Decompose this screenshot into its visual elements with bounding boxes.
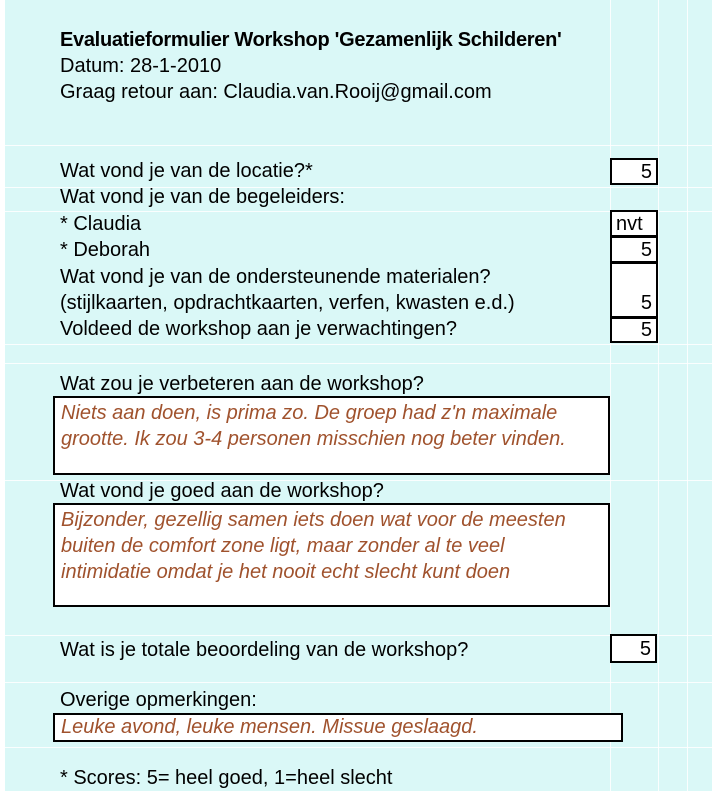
question-deborah: * Deborah xyxy=(60,239,151,261)
gridline xyxy=(5,344,712,345)
gridline xyxy=(5,145,712,146)
question-location: Wat vond je van de locatie?* xyxy=(60,160,313,182)
answer-line: Niets aan doen, is prima zo. De groep had z'n maximale xyxy=(61,402,558,424)
answer-box-remarks[interactable] xyxy=(53,713,623,742)
question-liked: Wat vond je goed aan de workshop? xyxy=(60,480,384,502)
gridline xyxy=(5,635,712,636)
answer-line: grootte. Ik zou 3-4 personen misschien nog beter vinden. xyxy=(61,428,566,450)
score-cell-claudia[interactable]: nvt xyxy=(610,210,658,237)
gridline xyxy=(610,0,611,791)
question-materials-examples: (stijlkaarten, opdrachtkaarten, verfen, kwasten e.d.) xyxy=(60,292,515,314)
gridline xyxy=(658,0,659,791)
question-total: Wat is je totale beoordeling van de workshop? xyxy=(60,639,469,661)
score-cell-materials[interactable]: 5 xyxy=(610,262,658,318)
answer-box-improve[interactable] xyxy=(53,396,610,475)
question-facilitators: Wat vond je van de begeleiders: xyxy=(60,186,345,208)
score-cell-expectations[interactable]: 5 xyxy=(610,317,658,343)
score-cell-location[interactable]: 5 xyxy=(610,158,658,185)
form-title: Evaluatieformulier Workshop 'Gezamenlijk Schilderen' xyxy=(60,29,562,51)
question-remarks: Overige opmerkingen: xyxy=(60,689,257,711)
gridline xyxy=(5,363,712,364)
gridline xyxy=(5,747,712,748)
question-materials: Wat vond je van de ondersteunende materialen? xyxy=(60,266,491,288)
answer-line: Bijzonder, gezellig samen iets doen wat voor de meesten xyxy=(61,509,566,531)
answer-line: buiten de comfort zone ligt, maar zonder al te veel xyxy=(61,535,505,557)
score-cell-deborah[interactable]: 5 xyxy=(610,236,658,263)
return-email-line: Graag retour aan: Claudia.van.Rooij@gmail.com xyxy=(60,81,492,103)
question-improve: Wat zou je verbeteren aan de workshop? xyxy=(60,373,424,395)
question-expectations: Voldeed de workshop aan je verwachtingen? xyxy=(60,318,457,340)
scores-footnote: * Scores: 5= heel goed, 1=heel slecht xyxy=(60,767,393,789)
score-cell-total[interactable]: 5 xyxy=(610,634,657,663)
answer-line: intimidatie omdat je het nooit echt slecht kunt doen xyxy=(61,561,511,583)
answer-box-liked[interactable] xyxy=(53,503,610,607)
gridline xyxy=(5,682,712,683)
question-claudia: * Claudia xyxy=(60,213,142,235)
answer-line: Leuke avond, leuke mensen. Missue geslaagd. xyxy=(61,716,478,738)
form-date: Datum: 28-1-2010 xyxy=(60,55,222,77)
gridline xyxy=(687,0,688,791)
